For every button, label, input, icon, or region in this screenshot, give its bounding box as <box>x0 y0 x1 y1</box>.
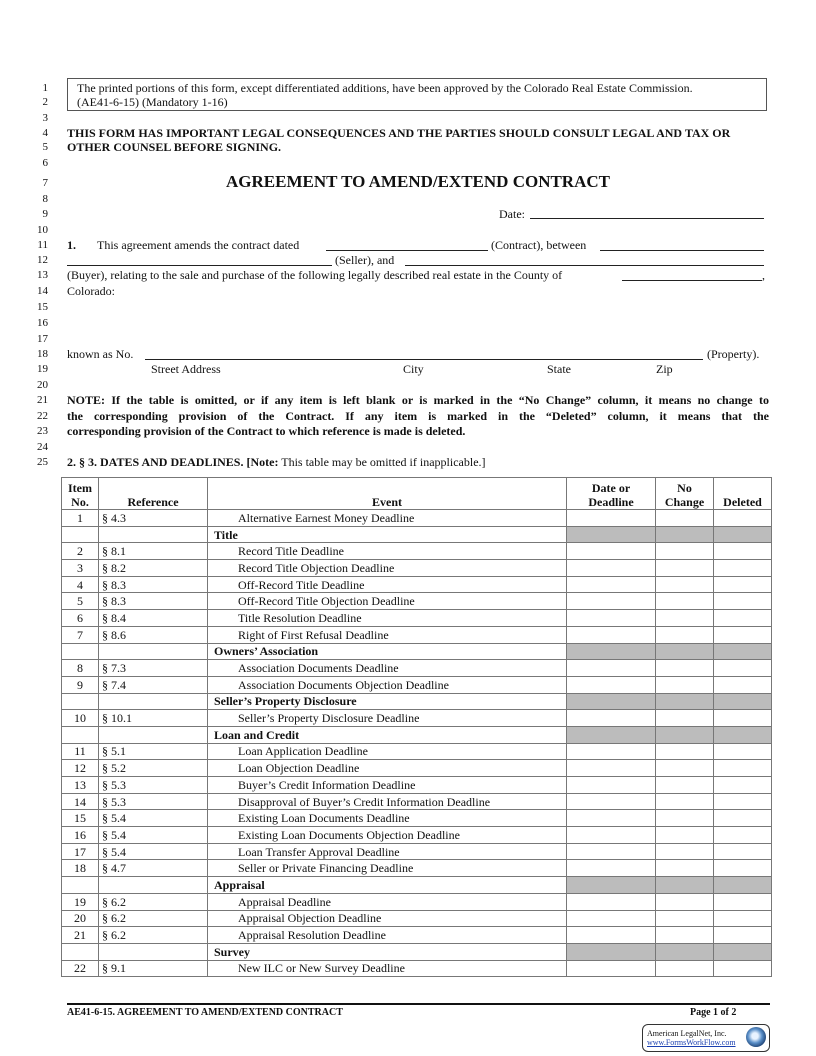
no-change-cell[interactable] <box>656 660 714 677</box>
line-number: 1 <box>42 82 48 94</box>
no-change-cell[interactable] <box>656 543 714 560</box>
no-change-cell[interactable] <box>656 626 714 643</box>
date-cell[interactable] <box>567 810 656 827</box>
reference: § 5.4 <box>99 827 208 844</box>
no-change-cell[interactable] <box>656 777 714 794</box>
no-change-cell[interactable] <box>656 843 714 860</box>
event: Buyer’s Credit Information Deadline <box>208 777 567 794</box>
state-label: State <box>547 362 571 376</box>
section-2-heading: 2. § 3. DATES AND DEADLINES. [Note: <box>67 455 279 469</box>
line-number: 3 <box>42 112 48 124</box>
header-deleted: Deleted <box>714 478 772 510</box>
event: Disapproval of Buyer’s Credit Information Deadline <box>208 793 567 810</box>
no-change-cell[interactable] <box>656 810 714 827</box>
deleted-cell[interactable] <box>714 560 772 577</box>
note-line-1: NOTE: If the table is omitted, or if any item is left blank or is marked in the “No Change” column, it means no change to <box>67 393 769 407</box>
item-cell <box>62 877 99 894</box>
deleted-cell[interactable] <box>714 676 772 693</box>
no-change-cell[interactable] <box>656 593 714 610</box>
deleted-cell[interactable] <box>714 927 772 944</box>
table-section-row <box>62 726 772 743</box>
county-field[interactable] <box>622 280 762 281</box>
reference: § 10.1 <box>99 710 208 727</box>
table-row <box>62 560 772 577</box>
line-number: 17 <box>37 333 48 345</box>
event: Loan Objection Deadline <box>208 760 567 777</box>
contract-date-field[interactable] <box>326 250 488 251</box>
section-label: Appraisal <box>208 877 567 894</box>
date-cell[interactable] <box>567 660 656 677</box>
deleted-cell[interactable] <box>714 660 772 677</box>
table-row <box>62 827 772 844</box>
reference-cell <box>99 943 208 960</box>
item-no: 20 <box>62 910 99 927</box>
line-number: 14 <box>37 285 48 297</box>
date-cell[interactable] <box>567 743 656 760</box>
line-number: 23 <box>37 425 48 437</box>
property-label: (Property). <box>707 347 760 361</box>
date-cell[interactable] <box>567 910 656 927</box>
table-row <box>62 860 772 877</box>
event: Appraisal Resolution Deadline <box>208 927 567 944</box>
reference: § 6.2 <box>99 927 208 944</box>
shaded-cell <box>567 877 656 894</box>
warning-line-1: THIS FORM HAS IMPORTANT LEGAL CONSEQUENCES AND THE PARTIES SHOULD CONSULT LEGAL AND TAX OR <box>67 126 731 140</box>
shaded-cell <box>567 526 656 543</box>
table-row <box>62 676 772 693</box>
deleted-cell[interactable] <box>714 777 772 794</box>
deleted-cell[interactable] <box>714 543 772 560</box>
buyer-label: (Buyer), relating to the sale and purchase of the following legally described real estate in the County of <box>67 268 563 282</box>
deleted-cell[interactable] <box>714 843 772 860</box>
american-legalnet-logo[interactable] <box>642 1024 770 1052</box>
line-number: 12 <box>37 254 48 266</box>
zip-label: Zip <box>656 362 673 376</box>
item-no: 9 <box>62 676 99 693</box>
seller-field-cont[interactable] <box>67 265 332 266</box>
line-number: 18 <box>37 348 48 360</box>
reference: § 8.6 <box>99 626 208 643</box>
reference-cell <box>99 526 208 543</box>
no-change-cell[interactable] <box>656 893 714 910</box>
table-row <box>62 543 772 560</box>
no-change-cell[interactable] <box>656 610 714 627</box>
line-number: 11 <box>37 239 48 251</box>
date-label: Date: <box>499 207 525 221</box>
street-address-label: Street Address <box>151 362 221 376</box>
date-cell[interactable] <box>567 626 656 643</box>
table-row <box>62 793 772 810</box>
seller-label: (Seller), and <box>335 253 395 267</box>
no-change-cell[interactable] <box>656 676 714 693</box>
deleted-cell[interactable] <box>714 810 772 827</box>
item-cell <box>62 643 99 660</box>
known-as-label: known as No. <box>67 347 134 361</box>
reference: § 4.7 <box>99 860 208 877</box>
deadlines-table <box>61 477 772 977</box>
date-cell[interactable] <box>567 576 656 593</box>
event: New ILC or New Survey Deadline <box>208 960 567 977</box>
item-no: 19 <box>62 893 99 910</box>
buyer-field[interactable] <box>405 265 764 266</box>
no-change-cell[interactable] <box>656 793 714 810</box>
event: Record Title Objection Deadline <box>208 560 567 577</box>
shaded-cell <box>567 726 656 743</box>
section-label: Loan and Credit <box>208 726 567 743</box>
note-line-3: corresponding provision of the Contract to which reference is made is deleted. <box>67 424 466 438</box>
shaded-cell <box>656 526 714 543</box>
line-number: 4 <box>42 127 48 139</box>
line-number: 7 <box>42 177 48 189</box>
contract-dated-label: This agreement amends the contract dated <box>97 238 300 252</box>
table-header-row <box>62 478 772 510</box>
deleted-cell[interactable] <box>714 593 772 610</box>
line-number: 22 <box>37 410 48 422</box>
table-row <box>62 626 772 643</box>
date-cell[interactable] <box>567 543 656 560</box>
date-cell[interactable] <box>567 827 656 844</box>
deleted-cell[interactable] <box>714 626 772 643</box>
deleted-cell[interactable] <box>714 860 772 877</box>
shaded-cell <box>714 526 772 543</box>
line-number: 20 <box>37 379 48 391</box>
reference-cell <box>99 726 208 743</box>
event: Record Title Deadline <box>208 543 567 560</box>
footer-rule <box>67 1003 770 1005</box>
reference: § 6.2 <box>99 893 208 910</box>
date-cell[interactable] <box>567 560 656 577</box>
reference-cell <box>99 643 208 660</box>
event: Off-Record Title Deadline <box>208 576 567 593</box>
reference: § 5.4 <box>99 810 208 827</box>
date-cell[interactable] <box>567 860 656 877</box>
line-number: 24 <box>37 441 48 453</box>
event: Existing Loan Documents Deadline <box>208 810 567 827</box>
no-change-cell[interactable] <box>656 960 714 977</box>
item-no: 13 <box>62 777 99 794</box>
shaded-cell <box>567 943 656 960</box>
item-no: 16 <box>62 827 99 844</box>
event: Appraisal Deadline <box>208 893 567 910</box>
reference: § 5.3 <box>99 793 208 810</box>
reference: § 7.4 <box>99 676 208 693</box>
event: Appraisal Objection Deadline <box>208 910 567 927</box>
no-change-cell[interactable] <box>656 910 714 927</box>
globe-icon <box>746 1027 766 1047</box>
seller-field[interactable] <box>600 250 764 251</box>
reference: § 5.2 <box>99 760 208 777</box>
no-change-cell[interactable] <box>656 576 714 593</box>
event: Title Resolution Deadline <box>208 610 567 627</box>
table-row <box>62 510 772 527</box>
table-row <box>62 893 772 910</box>
note-line-2: the corresponding provision of the Contract. If any item is marked in the “Deleted” column, it means that the <box>67 409 769 423</box>
table-row <box>62 777 772 794</box>
notice-line-2: (AE41-6-15) (Mandatory 1-16) <box>77 95 228 109</box>
table-section-row <box>62 877 772 894</box>
date-cell[interactable] <box>567 843 656 860</box>
item-no: 2 <box>62 543 99 560</box>
reference: § 5.4 <box>99 843 208 860</box>
item-no: 6 <box>62 610 99 627</box>
date-cell[interactable] <box>567 676 656 693</box>
table-row <box>62 576 772 593</box>
section-1-number: 1. <box>67 238 76 252</box>
item-no: 8 <box>62 660 99 677</box>
header-item-no: Item No. <box>62 478 99 510</box>
reference-cell <box>99 693 208 710</box>
item-cell <box>62 526 99 543</box>
no-change-cell[interactable] <box>656 927 714 944</box>
reference: § 9.1 <box>99 960 208 977</box>
deleted-cell[interactable] <box>714 576 772 593</box>
table-row <box>62 810 772 827</box>
item-no: 12 <box>62 760 99 777</box>
reference: § 8.4 <box>99 610 208 627</box>
event: Seller’s Property Disclosure Deadline <box>208 710 567 727</box>
item-no: 1 <box>62 510 99 527</box>
no-change-cell[interactable] <box>656 710 714 727</box>
warning-line-2: OTHER COUNSEL BEFORE SIGNING. <box>67 140 282 154</box>
shaded-cell <box>567 693 656 710</box>
date-cell[interactable] <box>567 593 656 610</box>
date-cell[interactable] <box>567 760 656 777</box>
item-no: 3 <box>62 560 99 577</box>
item-no: 5 <box>62 593 99 610</box>
date-cell[interactable] <box>567 777 656 794</box>
shaded-cell <box>656 693 714 710</box>
line-number: 10 <box>37 224 48 236</box>
line-number: 5 <box>42 141 48 153</box>
section-label: Survey <box>208 943 567 960</box>
section-label: Seller’s Property Disclosure <box>208 693 567 710</box>
event: Right of First Refusal Deadline <box>208 626 567 643</box>
approval-notice-box <box>67 78 767 111</box>
item-no: 17 <box>62 843 99 860</box>
table-section-row <box>62 526 772 543</box>
footer-form-id: AE41-6-15. AGREEMENT TO AMEND/EXTEND CONTRACT <box>67 1007 343 1018</box>
deleted-cell[interactable] <box>714 910 772 927</box>
deleted-cell[interactable] <box>714 743 772 760</box>
reference-cell <box>99 877 208 894</box>
reference: § 6.2 <box>99 910 208 927</box>
date-cell[interactable] <box>567 710 656 727</box>
city-label: City <box>403 362 424 376</box>
event: Seller or Private Financing Deadline <box>208 860 567 877</box>
shaded-cell <box>656 643 714 660</box>
line-number: 15 <box>37 301 48 313</box>
item-no: 21 <box>62 927 99 944</box>
shaded-cell <box>714 877 772 894</box>
date-field[interactable] <box>530 218 764 219</box>
item-no: 11 <box>62 743 99 760</box>
item-cell <box>62 726 99 743</box>
item-no: 15 <box>62 810 99 827</box>
line-number: 16 <box>37 317 48 329</box>
table-row <box>62 843 772 860</box>
header-date: Date or Deadline <box>567 478 656 510</box>
table-row <box>62 610 772 627</box>
shaded-cell <box>714 726 772 743</box>
table-row <box>62 710 772 727</box>
table-row <box>62 593 772 610</box>
deleted-cell[interactable] <box>714 893 772 910</box>
shaded-cell <box>567 643 656 660</box>
item-no: 10 <box>62 710 99 727</box>
event: Existing Loan Documents Objection Deadline <box>208 827 567 844</box>
shaded-cell <box>656 877 714 894</box>
date-cell[interactable] <box>567 610 656 627</box>
section-label: Title <box>208 526 567 543</box>
line-number: 6 <box>42 157 48 169</box>
item-cell <box>62 943 99 960</box>
reference: § 5.1 <box>99 743 208 760</box>
reference: § 8.3 <box>99 593 208 610</box>
header-no-change: No Change <box>656 478 714 510</box>
logo-company: American LegalNet, Inc. <box>647 1029 727 1038</box>
item-no: 14 <box>62 793 99 810</box>
deleted-cell[interactable] <box>714 610 772 627</box>
table-row <box>62 927 772 944</box>
table-row <box>62 743 772 760</box>
line-number: 8 <box>42 193 48 205</box>
item-cell <box>62 693 99 710</box>
deleted-cell[interactable] <box>714 827 772 844</box>
table-row <box>62 760 772 777</box>
event: Off-Record Title Objection Deadline <box>208 593 567 610</box>
contract-label: (Contract), between <box>491 238 587 252</box>
reference: § 8.3 <box>99 576 208 593</box>
no-change-cell[interactable] <box>656 860 714 877</box>
deleted-cell[interactable] <box>714 710 772 727</box>
comma: , <box>762 268 765 282</box>
event: Association Documents Objection Deadline <box>208 676 567 693</box>
deleted-cell[interactable] <box>714 793 772 810</box>
shaded-cell <box>714 643 772 660</box>
header-event: Event <box>208 478 567 510</box>
table-row <box>62 660 772 677</box>
item-no: 4 <box>62 576 99 593</box>
shaded-cell <box>656 726 714 743</box>
item-no: 22 <box>62 960 99 977</box>
no-change-cell[interactable] <box>656 560 714 577</box>
colorado-label: Colorado: <box>67 284 115 298</box>
no-change-cell[interactable] <box>656 827 714 844</box>
event: Loan Application Deadline <box>208 743 567 760</box>
line-number: 9 <box>42 208 48 220</box>
table-row <box>62 910 772 927</box>
deleted-cell[interactable] <box>714 510 772 527</box>
section-2-note: This table may be omitted if inapplicable.] <box>278 455 486 469</box>
table-row <box>62 960 772 977</box>
line-number: 2 <box>42 96 48 108</box>
date-cell[interactable] <box>567 927 656 944</box>
event: Alternative Earnest Money Deadline <box>208 510 567 527</box>
no-change-cell[interactable] <box>656 510 714 527</box>
date-cell[interactable] <box>567 893 656 910</box>
no-change-cell[interactable] <box>656 760 714 777</box>
page-title: AGREEMENT TO AMEND/EXTEND CONTRACT <box>226 172 610 191</box>
reference: § 8.1 <box>99 543 208 560</box>
date-cell[interactable] <box>567 510 656 527</box>
table-section-row <box>62 693 772 710</box>
item-no: 7 <box>62 626 99 643</box>
line-number: 21 <box>37 394 48 406</box>
line-number: 13 <box>37 269 48 281</box>
event: Association Documents Deadline <box>208 660 567 677</box>
reference: § 8.2 <box>99 560 208 577</box>
line-number: 25 <box>37 456 48 468</box>
address-field[interactable] <box>145 359 703 360</box>
shaded-cell <box>714 693 772 710</box>
logo-link[interactable]: www.FormsWorkFlow.com <box>647 1038 736 1047</box>
table-section-row <box>62 943 772 960</box>
shaded-cell <box>714 943 772 960</box>
date-cell[interactable] <box>567 960 656 977</box>
item-no: 18 <box>62 860 99 877</box>
deleted-cell[interactable] <box>714 760 772 777</box>
event: Loan Transfer Approval Deadline <box>208 843 567 860</box>
notice-line-1: The printed portions of this form, except differentiated additions, have been approved by the Colorado Real Estate Commission. <box>77 81 693 95</box>
reference: § 4.3 <box>99 510 208 527</box>
line-number: 19 <box>37 363 48 375</box>
reference: § 7.3 <box>99 660 208 677</box>
deleted-cell[interactable] <box>714 960 772 977</box>
shaded-cell <box>656 943 714 960</box>
no-change-cell[interactable] <box>656 743 714 760</box>
reference: § 5.3 <box>99 777 208 794</box>
table-section-row <box>62 643 772 660</box>
section-label: Owners’ Association <box>208 643 567 660</box>
page-number: Page 1 of 2 <box>690 1007 737 1018</box>
header-reference: Reference <box>99 478 208 510</box>
date-cell[interactable] <box>567 793 656 810</box>
